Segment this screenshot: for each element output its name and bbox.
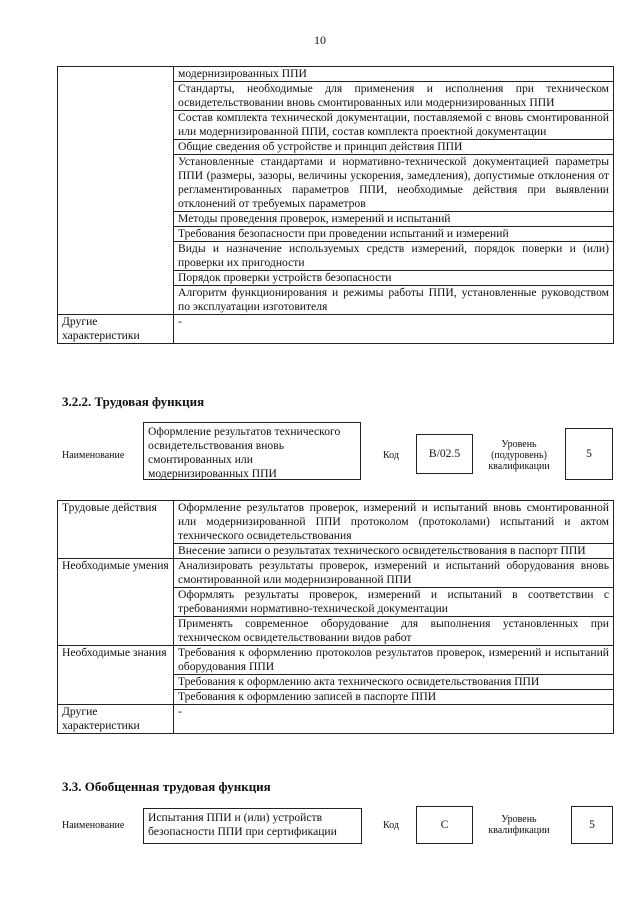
table-cell: - [174,705,614,734]
level-label: Уровень (подуровень) квалификации [488,438,550,472]
table-cell: Методы проведения проверок, измерений и испытаний [174,212,614,227]
table-row [58,315,614,344]
code-label: Код [383,450,399,461]
row-label: Необходимые умения [58,559,174,646]
page-number: 10 [314,33,326,47]
table-cell: Алгоритм функционирования и режимы работы ППИ, установленные руководством по эксплуатации изготовителя [174,286,614,315]
level-box: 5 [571,806,613,844]
table-cell: Внесение записи о результатах технического освидетельствования в паспорт ППИ [174,544,614,559]
labor-function-table [57,500,614,734]
row-label: Трудовые действия [58,501,174,559]
code-label: Код [383,820,399,831]
row-label: Необходимые знания [58,646,174,705]
table-row [58,705,614,734]
table-cell: Требования безопасности при проведении испытаний и измерений [174,227,614,242]
table-cell: - [174,315,614,344]
section-title: 3.2.2. Трудовая функция [62,394,205,409]
function-name-box: Оформление результатов технического освидетельствования вновь смонтированных или модернизированных ППИ [143,422,361,480]
table-cell: Анализировать результаты проверок, измерений и испытаний оборудования вновь смонтированной или модернизированной ППИ [174,559,614,588]
name-label: Наименование [62,450,125,461]
knowledge-table-continued [57,66,614,344]
table-cell: Установленные стандартами и нормативно-технической документацией параметры ППИ (размеры, зазоры, величины ускорения, замедления), допустимые отклонения от регламентированных параметров ППИ, необходимые действия при выявлении отклонений от требуемых параметров [174,155,614,212]
table-cell: Стандарты, необходимые для применения и исполнения при техническом освидетельствовании вновь смонтированных или модернизированных ППИ [174,82,614,111]
row-label: Другие характеристики [58,315,174,344]
table-cell: Состав комплекта технической документации, поставляемой с вновь смонтированной или модернизированной ППИ, состав комплекта проектной документации [174,111,614,140]
level-box: 5 [565,428,613,480]
name-label: Наименование [62,820,125,831]
code-box: C [416,806,473,844]
code-box: B/02.5 [416,434,473,474]
table-cell: Требования к оформлению протоколов результатов проверок, измерений и испытаний оборудования ППИ [174,646,614,675]
table-cell: Оформлять результаты проверок, измерений и испытаний в соответствии с требованиями нормативно-технической документации [174,588,614,617]
table-cell: Требования к оформлению акта технического освидетельствования ППИ [174,675,614,690]
table-cell: Порядок проверки устройств безопасности [174,271,614,286]
table-cell: Оформление результатов проверок, измерений и испытаний вновь смонтированной или модернизированной ППИ протоколом (протоколами) испытаний и актом технического освидетельствования [174,501,614,544]
table-cell: Виды и назначение используемых средств измерений, порядок поверки и (или) проверки их пригодности [174,242,614,271]
row-label: Другие характеристики [58,705,174,734]
row-label [58,67,174,315]
table-cell: Применять современное оборудование для выполнения установленных при техническом освидетельствовании видов работ [174,617,614,646]
table-row [58,646,614,675]
table-cell: Требования к оформлению записей в паспорте ППИ [174,690,614,705]
table-row [58,501,614,544]
table-row [58,67,614,82]
function-name-box: Испытания ППИ и (или) устройств безопасности ППИ при сертификации [143,808,362,844]
table-cell: модернизированных ППИ [174,67,614,82]
table-cell: Общие сведения об устройстве и принцип действия ППИ [174,140,614,155]
level-label: Уровень квалификации [488,814,550,836]
table-row [58,559,614,588]
section-title: 3.3. Обобщенная трудовая функция [62,779,271,794]
